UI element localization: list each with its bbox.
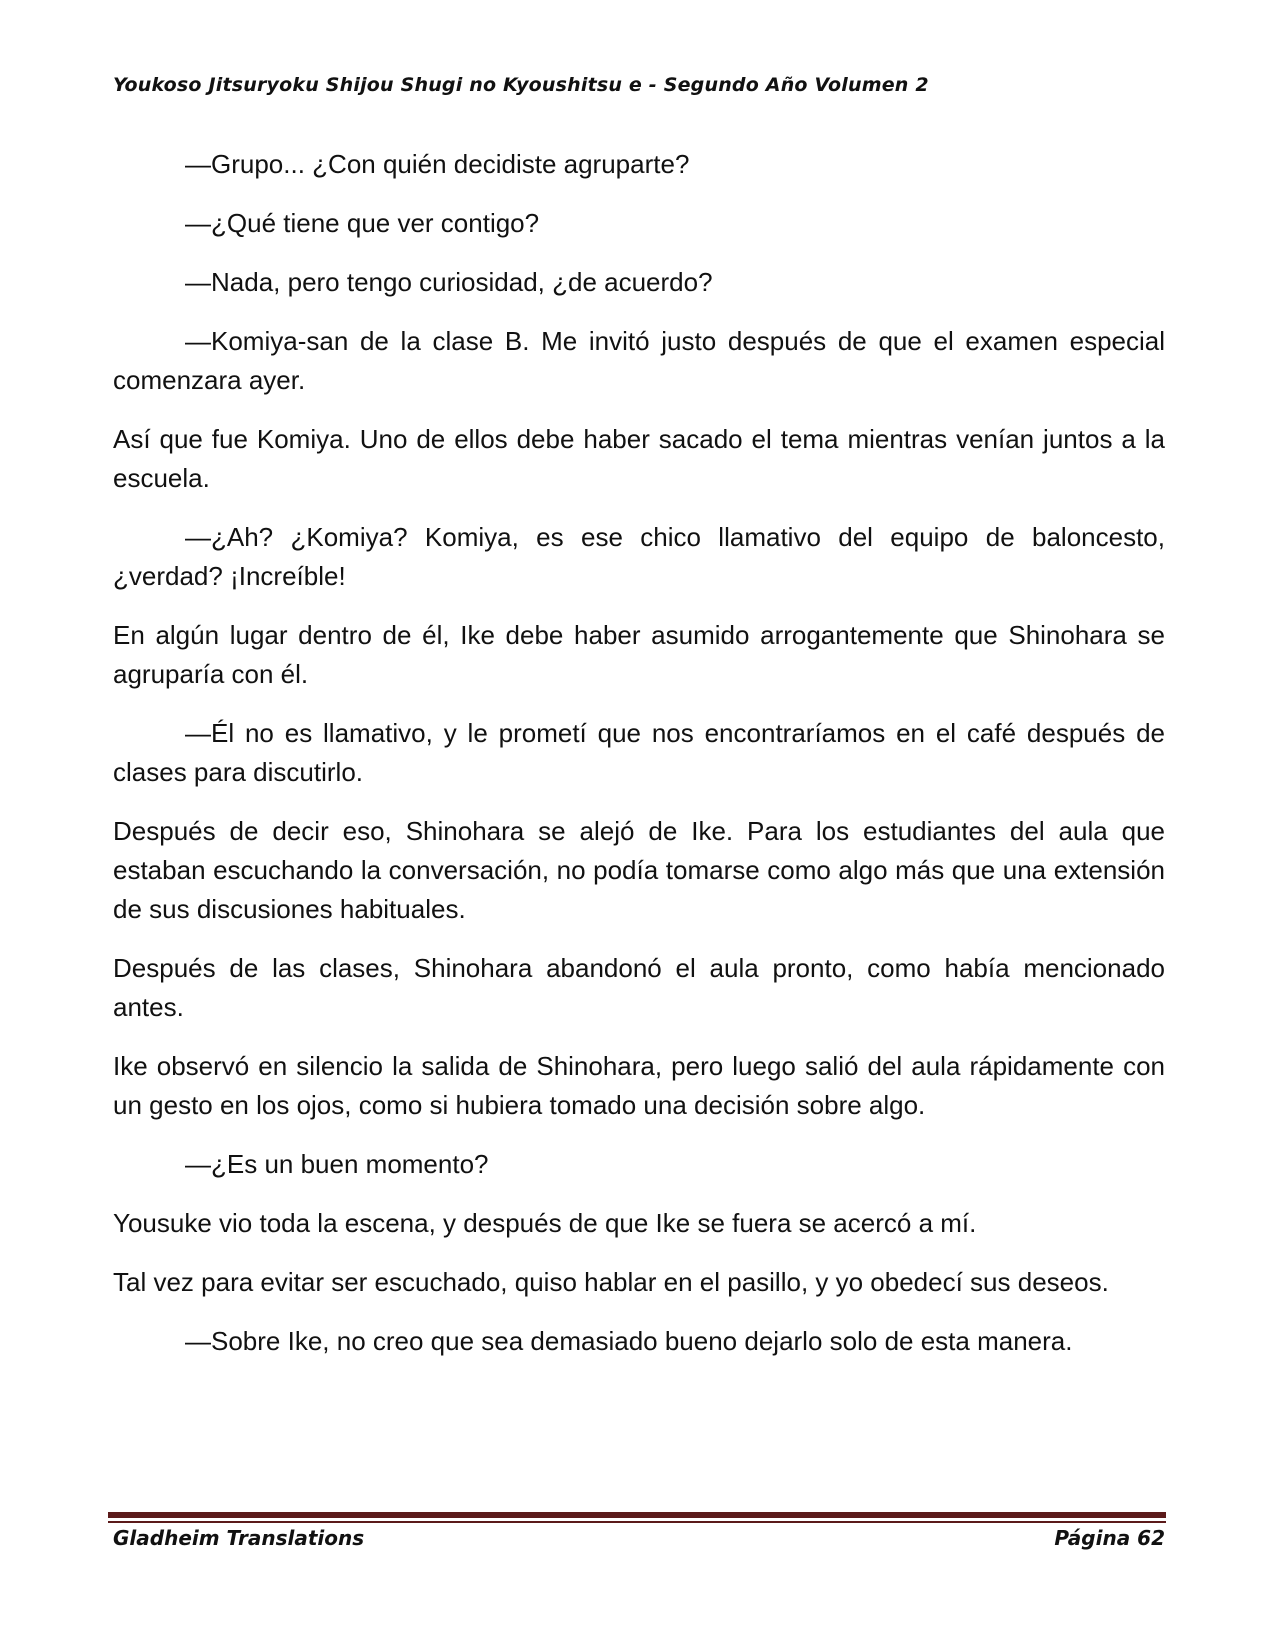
footer-credit: Gladheim Translations [113,1526,365,1550]
paragraph-13: Yousuke vio toda la escena, y después de que Ike se fuera se acercó a mí. [113,1208,977,1238]
paragraph-9: Después de decir eso, Shinohara se alejó de Ike. Para los estudiantes del aula que estaban escuchando la conversación, no podía tomarse como algo más que una extensión de sus discusiones habituales. [113,816,1165,924]
paragraph-3: —Nada, pero tengo curiosidad, ¿de acuerdo? [185,267,713,297]
paragraph-7: En algún lugar dentro de él, Ike debe haber asumido arrogantemente que Shinohara se agruparía con él. [113,620,1165,689]
paragraph-10: Después de las clases, Shinohara abandonó el aula pronto, como había mencionado antes. [113,953,1165,1022]
footer-rule-thin [108,1521,1166,1523]
paragraph-8: —Él no es llamativo, y le prometí que nos encontraríamos en el café después de clases para discutirlo. [113,718,1165,787]
running-header: Youkoso Jitsuryoku Shijou Shugi no Kyoushitsu e - Segundo Año Volumen 2 [113,74,929,96]
paragraph-2: —¿Qué tiene que ver contigo? [185,208,540,238]
paragraph-14: Tal vez para evitar ser escuchado, quiso hablar en el pasillo, y yo obedecí sus deseos. [113,1267,1109,1297]
footer-rule-thick [108,1512,1166,1518]
paragraph-1: —Grupo... ¿Con quién decidiste agruparte? [185,149,690,179]
paragraph-11: Ike observó en silencio la salida de Shinohara, pero luego salió del aula rápidamente con un gesto en los ojos, como si hubiera tomado una decisión sobre algo. [113,1051,1165,1120]
page-number: Página 62 [1054,1526,1165,1550]
page-body [113,145,1165,1381]
paragraph-5: Así que fue Komiya. Uno de ellos debe haber sacado el tema mientras venían juntos a la escuela. [113,424,1165,493]
paragraph-15: —Sobre Ike, no creo que sea demasiado bueno dejarlo solo de esta manera. [185,1326,1073,1356]
paragraph-6: —¿Ah? ¿Komiya? Komiya, es ese chico llamativo del equipo de baloncesto, ¿verdad? ¡Increíble! [113,522,1165,591]
paragraph-12: —¿Es un buen momento? [185,1149,489,1179]
paragraph-4: —Komiya-san de la clase B. Me invitó justo después de que el examen especial comenzara ayer. [113,326,1165,395]
